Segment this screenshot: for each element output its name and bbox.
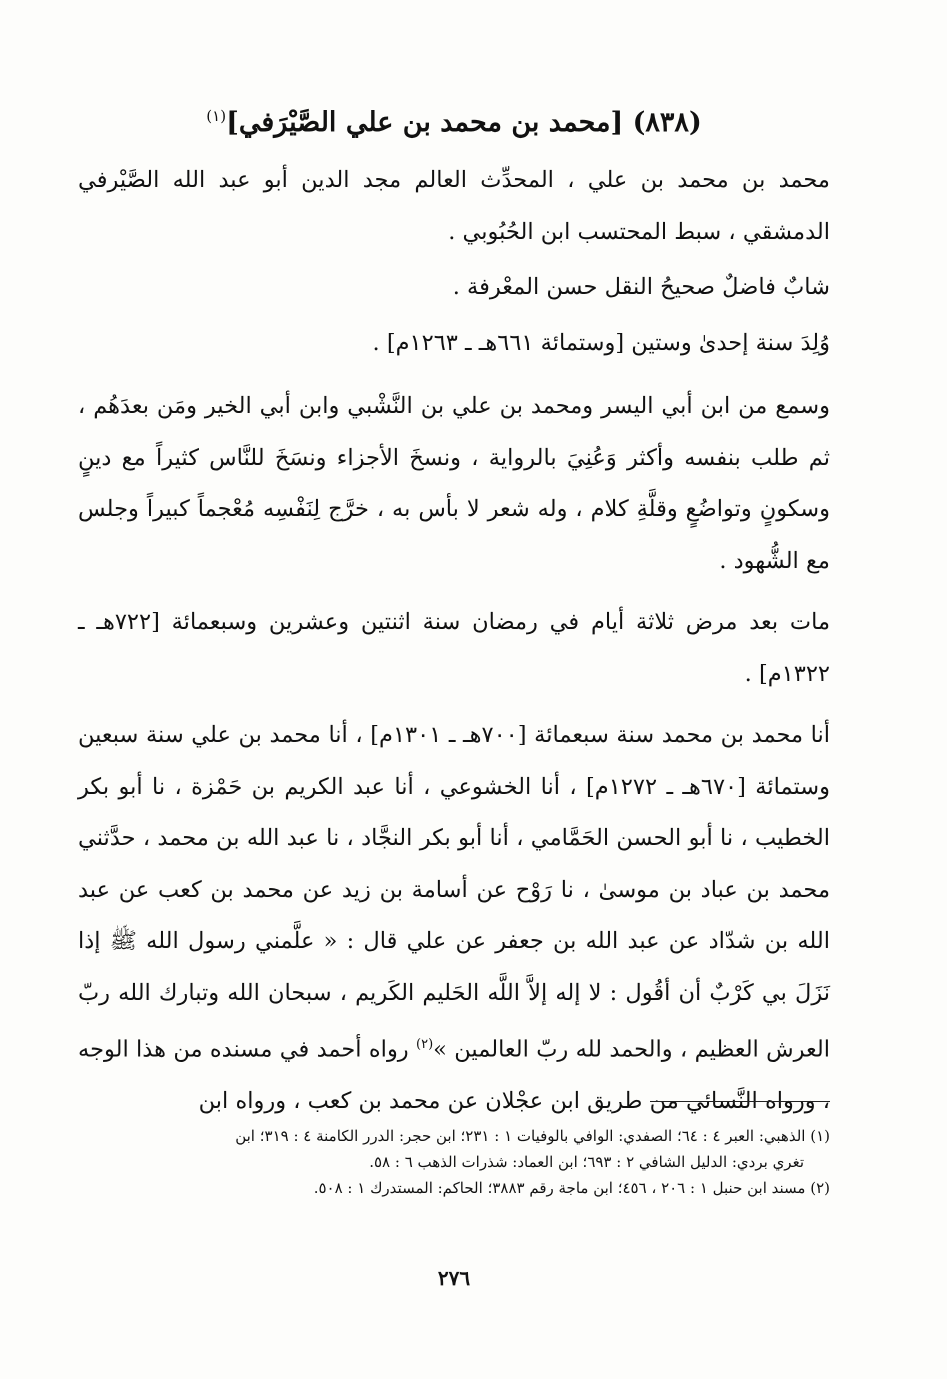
footnotes: [78, 1123, 830, 1201]
book-page: [78, 96, 830, 1356]
biography-paragraph-studies: وسمع من ابن أبي اليسر ومحمد بن علي بن النَّشْبي وابن أبي الخير ومَن بعدَهُم ، ثم طلب بنفسه وأكثر وَعُنِيَ بالرواية ، ونسخَ الأجزاء ونسَخَ للنَّاس كثيراً مع دينٍ وسكونٍ وتواضُعٍ وقلَّةِ كلام ، وله شعر لا بأس به ، خرَّج لِنَفْسِه مُعْجماً كبيراً وجلس مع الشُّهود .: [78, 393, 830, 574]
entry-title-text: (٨٣٨) [محمد بن محمد بن علي الصَّيْرَفي]: [226, 107, 702, 138]
footnote-separator: [650, 1101, 830, 1102]
entry-title: [78, 96, 830, 143]
title-footnote-ref: (١): [206, 107, 227, 125]
footnote-1-line-1: (١) الذهبي: العبر ٤ : ٦٤؛ الصفدي: الوافي بالوفيات ١ : ٢٣١؛ ابن حجر: الدرر الكامنة ٤ : ٣١٩؛ ابن: [235, 1127, 830, 1145]
hadith-sources-text: رواه أحمد في مسنده من هذا الوجه ، ورواه النَّسائي من طريق ابن عجْلان عن محمد بن كعب ، ورواه ابن: [78, 1036, 830, 1114]
hadith-footnote-ref: (٢): [416, 1037, 434, 1052]
hadith-text: أنا محمد بن محمد سنة سبعمائة [٧٠٠هـ ـ ١٣٠١م] ، أنا محمد بن علي سنة سبعين وستمائة [٦٧٠هـ ـ ١٢٧٢م] ، أنا الخشوعي ، أنا عبد الكريم بن حَمْزة ، نا أبو بكر الخطيب ، نا أبو الحسن الحَمَّامي ، أنا أبو بكر النجَّاد ، نا عبد الله بن محمد ، حدَّثني محمد بن عباد بن موسىٰ ، نا رَوْح عن أسامة بن زيد عن محمد بن كعب عن عبد الله بن شدّاد عن عبد الله بن جعفر عن علي قال : « علَّمني رسول الله ﷺ إذا نَزَلَ بي كَرْبٌ أن أقُول : لا إله إلاَّ اللَّه الحَليم الكَريم ، سبحان الله وتبارك الله ربّ العرش العظيم ، والحمد لله ربّ العالمين »: [78, 722, 830, 1063]
biography-paragraph-birth: وُلِدَ سنة إحدىٰ وستين [وستمائة ٦٦١هـ ـ ١٢٦٣م] .: [372, 329, 830, 356]
biography-paragraph-description: شابٌ فاضلٌ صحيحُ النقل حسن المعْرفة .: [452, 274, 830, 300]
footnote-1-line-2: تغري بردي: الدليل الشافي ٢ : ٦٩٣؛ ابن العماد: شذرات الذهب ٦ : ٥٨.: [369, 1153, 804, 1171]
biography-paragraph-death: مات بعد مرض ثلاثة أيام في رمضان سنة اثنتين وعشرين وسبعمائة [٧٢٢هـ ـ ١٣٢٢م] .: [78, 609, 830, 687]
biography-paragraph-name: محمد بن محمد بن علي ، المحدِّث العالم مجد الدين أبو عبد الله الصَّيْرفي الدمشقي ، سبط المحتسب ابن الحُبُوبي .: [78, 167, 830, 245]
footnote-2: (٢) مسند ابن حنبل ١ : ٢٠٦ ، ٤٥٦؛ ابن ماجة رقم ٣٨٨٣؛ الحاكم: المستدرك ١ : ٥٠٨.: [313, 1179, 830, 1197]
page-number: ٢٧٦: [437, 1266, 471, 1290]
hadith-narration-paragraph: [78, 710, 830, 1128]
